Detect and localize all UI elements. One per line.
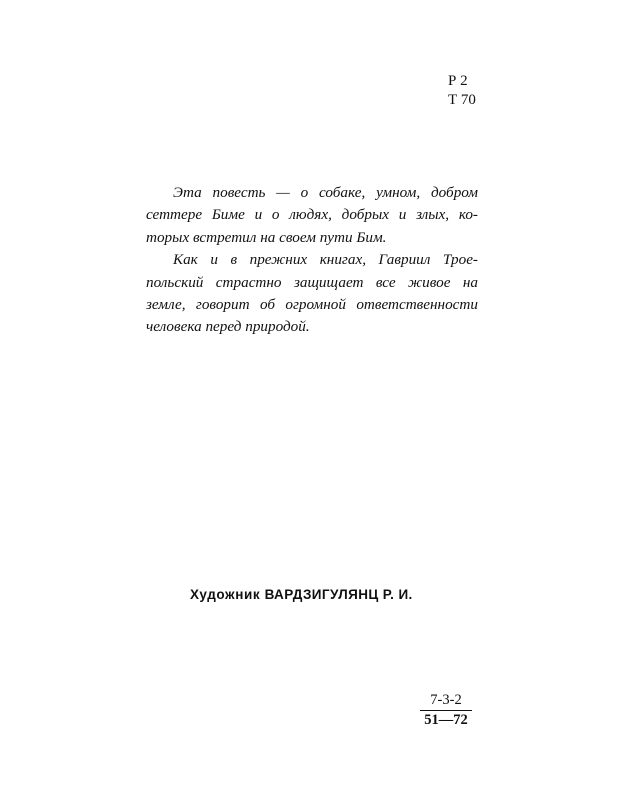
classification-line-2: Т 70	[448, 92, 476, 108]
annotation-line-5: польский страстно защищает все живое на	[146, 273, 478, 291]
artist-label: Художник	[190, 587, 261, 602]
artist-credit	[190, 587, 413, 602]
annotation-line-6: земле, говорит об огромной ответственности	[146, 296, 478, 314]
catalog-code-denominator: 51—72	[424, 712, 468, 728]
artist-name: ВАРДЗИГУЛЯНЦ Р. И.	[264, 587, 413, 602]
catalog-code	[418, 692, 474, 729]
annotation-line-4: Как и в прежних книгах, Гавриил Трое-	[173, 251, 478, 269]
catalog-code-numerator: 7-3-2	[430, 692, 462, 708]
classification-line-1: Р 2	[448, 73, 468, 89]
classification-index	[448, 72, 476, 110]
annotation-line-7: человека перед природой.	[146, 318, 310, 336]
annotation-line-3: торых встретил на своем пути Бим.	[146, 228, 387, 246]
annotation-line-2: сеттере Биме и о людях, добрых и злых, ко-	[146, 206, 478, 224]
book-annotation	[146, 182, 478, 339]
annotation-line-1: Эта повесть — о собаке, умном, добром	[173, 184, 478, 201]
